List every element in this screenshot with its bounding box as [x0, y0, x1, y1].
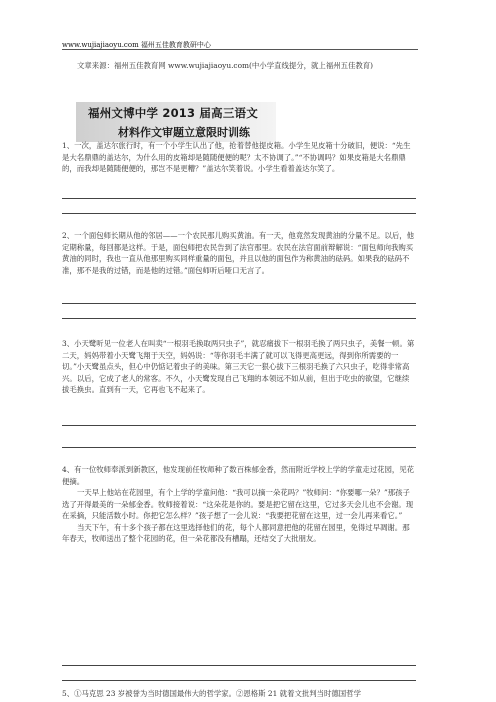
- question-4: [62, 464, 416, 545]
- question-text: 一天早上他站在花园里，有个上学的学童问他：“我可以摘一朵花吗？”牧师问：“你要哪一朵？”那孩子选了开得最美的一朵郁金香。牧师接着说：“这朵花是你的。要是把它留在这里，它过多天会儿也不会谢。现在采摘，只能活数小时。你把它怎么样？”孩子想了一会儿说：“我要把花留在这里，过一会儿再来看它。”: [62, 488, 414, 520]
- answer-line: [62, 213, 416, 214]
- question-text: 2、一个面包师长期从他的邻居——一个农民那儿购买黄油。有一天，他竟然发现黄油的分量不足。以后，他定期称量，每回都是这样。于是，面包师把农民告到了法官那里。农民在法官面前辩解说：“面包师向我购买黄油的同时，我也一直从他那里购买同样重量的面包，并且以他的面包作为称黄油的砝码。如果我的砝码不准，那不是我的过错，而是他的过错。”面包师听后哑口无言了。: [62, 231, 415, 275]
- answer-line: [62, 665, 416, 666]
- site-header: www.wujiajiaoyu.com 福州五佳教育教研中心: [62, 41, 211, 49]
- source-note: 文章来源：福州五佳教育网 www.wujiajiaoyu.com(中小学直线提分，就上福州五佳教育): [77, 61, 374, 70]
- answer-line: [62, 447, 416, 448]
- answer-line: [62, 303, 416, 304]
- answer-line: [62, 680, 416, 681]
- question-1: [62, 140, 416, 175]
- banner-school-title: 福州文博中学 2013 届高三语文: [88, 106, 258, 120]
- question-text: 1、一次，盖达尔旅行时，有一个小学生认出了他，抢着替他提皮箱。小学生见皮箱十分破旧，便说：“先生是大名鼎鼎的盖达尔，为什么用的皮箱却是随随便便的呢？太不协调了。”“不协调吗？如果皮箱是大名鼎鼎的，而我却是随随便便的，那岂不是更糟？”盖达尔笑着说。小学生看着盖达尔笑了。: [62, 141, 411, 173]
- banner-subtitle: 材料作文审题立意限时训练: [118, 126, 250, 139]
- header-divider: [62, 49, 418, 50]
- answer-line: [62, 318, 416, 319]
- question-text: 4、有一位牧师奉派到新教区，他发现前任牧师种了数百株郁金香，然而附近学校上学的学童走过花园，见花便摘。: [62, 465, 415, 486]
- question-text: 3、小天鹭听见一位老人在叫卖“一根羽毛换取两只虫子”，就忍痛拔下一根羽毛换了两只虫子，美餐一顿。第二天，妈妈带着小天鹭飞翔于天空，妈妈说：“等你羽毛丰满了就可以飞得更高更远，得到你所需要的一切。”小天鹭虽点头，但心中仍惦记着虫子的美味。第三天它一狠心拔下三根羽毛换了六只虫子，吃得非常高兴。以后，它成了老人的常客。不久，小天鹭发现自己飞翔的本领远不如从前，但出于吃虫的欲望，它继续拔毛换虫。直到有一天，它再也飞不起来了。: [62, 339, 415, 394]
- answer-line: [62, 198, 416, 199]
- question-5: [62, 688, 416, 700]
- title-banner: [76, 102, 276, 142]
- question-text: 5、①马克思 23 岁被誉为当时德国最伟大的哲学家。②恩格斯 21 就着文批判当时德国哲学: [62, 689, 361, 698]
- question-2: [62, 230, 416, 276]
- question-3: [62, 338, 416, 396]
- question-text: 当天下午，有十多个孩子都在这里选择他们的花，每个人都同意把他的花留在园里，免得过早凋谢。那年春天，牧师送出了整个花园的花，但一朵花都没有槽蹋，还结交了大批朋友。: [62, 522, 410, 543]
- answer-line: [62, 425, 416, 426]
